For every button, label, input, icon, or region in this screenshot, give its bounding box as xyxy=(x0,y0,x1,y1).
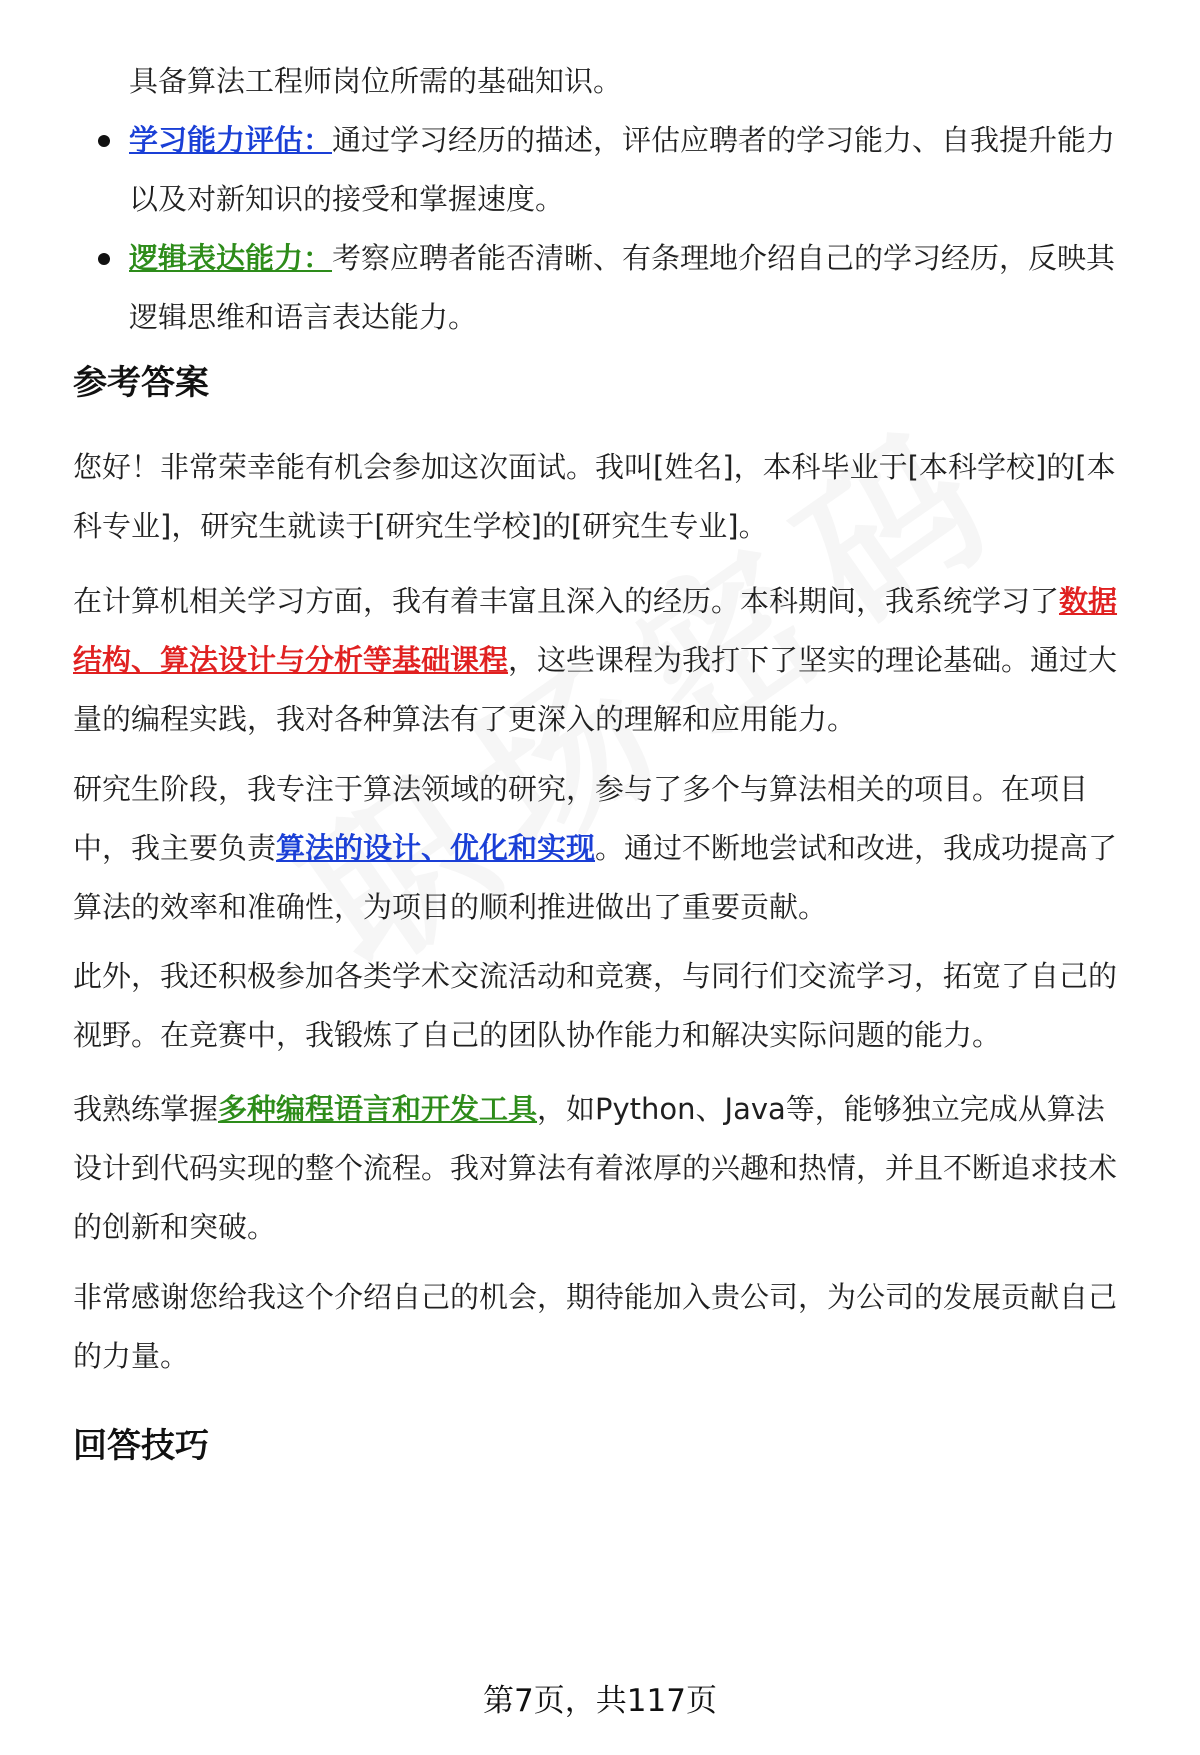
para6-line-1: 非常感谢您给我这个介绍自己的机会，期待能加入贵公司，为公司的发展贡献自己 xyxy=(73,1280,1118,1314)
bullet-continuation-line: 具备算法工程师岗位所需的基础知识。 xyxy=(129,64,623,98)
para5-line-1c: ，如Python、Java等，能够独立完成从算法 xyxy=(537,1092,1105,1126)
logic-label: 逻辑表达能力： xyxy=(129,241,333,275)
para2-line-3: 量的编程实践，我对各种算法有了更深入的理解和应用能力。 xyxy=(73,702,857,736)
page-number: 第7页，共117页 xyxy=(483,1683,717,1719)
section-heading-tips: 回答技巧 xyxy=(73,1426,209,1466)
highlight-programming-tools: 多种编程语言和开发工具 xyxy=(218,1092,538,1126)
para2-line-2: ，这些课程为我打下了坚实的理论基础。通过大 xyxy=(508,643,1118,677)
para6-line-2: 的力量。 xyxy=(73,1339,190,1373)
para1-line-2: 科专业]，研究生就读于[研究生学校]的[研究生专业]。 xyxy=(73,509,768,543)
highlight-courses-1: 数据 xyxy=(1059,584,1118,618)
logic-text-2: 逻辑思维和语言表达能力。 xyxy=(129,300,478,334)
paragraph-undergrad xyxy=(73,572,1148,749)
paragraph-closing xyxy=(73,1268,1148,1386)
para5-line-3: 的创新和突破。 xyxy=(73,1210,277,1244)
para4-line-1: 此外，我还积极参加各类学术交流活动和竞赛，与同行们交流学习，拓宽了自己的 xyxy=(73,959,1118,993)
list-item-logic xyxy=(73,229,1148,347)
bullet-dot-icon xyxy=(98,135,110,147)
list-item-learning xyxy=(73,111,1148,229)
para5-line-1a: 我熟练掌握 xyxy=(73,1092,219,1126)
learning-text-1: 通过学习经历的描述，评估应聘者的学习能力、自我提升能力 xyxy=(332,123,1116,157)
para3-line-2a: 中，我主要负责 xyxy=(73,831,277,865)
para2-line-1: 在计算机相关学习方面，我有着丰富且深入的经历。本科期间，我系统学习了 xyxy=(73,584,1060,618)
highlight-courses-2: 结构、算法设计与分析等基础课程 xyxy=(73,643,509,677)
highlight-algorithm-design: 算法的设计、优化和实现 xyxy=(276,831,596,865)
para3-line-1: 研究生阶段，我专注于算法领域的研究，参与了多个与算法相关的项目。在项目 xyxy=(73,772,1089,806)
paragraph-activities xyxy=(73,947,1148,1065)
paragraph-graduate xyxy=(73,760,1148,937)
section-heading-answer: 参考答案 xyxy=(73,363,209,403)
bullet-dot-icon xyxy=(98,253,110,265)
para1-line-1: 您好！非常荣幸能有机会参加这次面试。我叫[姓名]，本科毕业于[本科学校]的[本 xyxy=(73,450,1116,484)
learning-text-2: 以及对新知识的接受和掌握速度。 xyxy=(129,182,565,216)
learning-label: 学习能力评估： xyxy=(129,123,333,157)
para3-line-3: 算法的效率和准确性，为项目的顺利推进做出了重要贡献。 xyxy=(73,890,828,924)
para3-line-2c: 。通过不断地尝试和改进，我成功提高了 xyxy=(595,831,1118,865)
paragraph-skills xyxy=(73,1080,1148,1257)
paragraph-intro xyxy=(73,438,1148,556)
para5-line-2: 设计到代码实现的整个流程。我对算法有着浓厚的兴趣和热情，并且不断追求技术 xyxy=(73,1151,1118,1185)
bullet-list xyxy=(73,52,1148,347)
para4-line-2: 视野。在竞赛中，我锻炼了自己的团队协作能力和解决实际问题的能力。 xyxy=(73,1018,1002,1052)
logic-text-1: 考察应聘者能否清晰、有条理地介绍自己的学习经历，反映其 xyxy=(332,241,1116,275)
